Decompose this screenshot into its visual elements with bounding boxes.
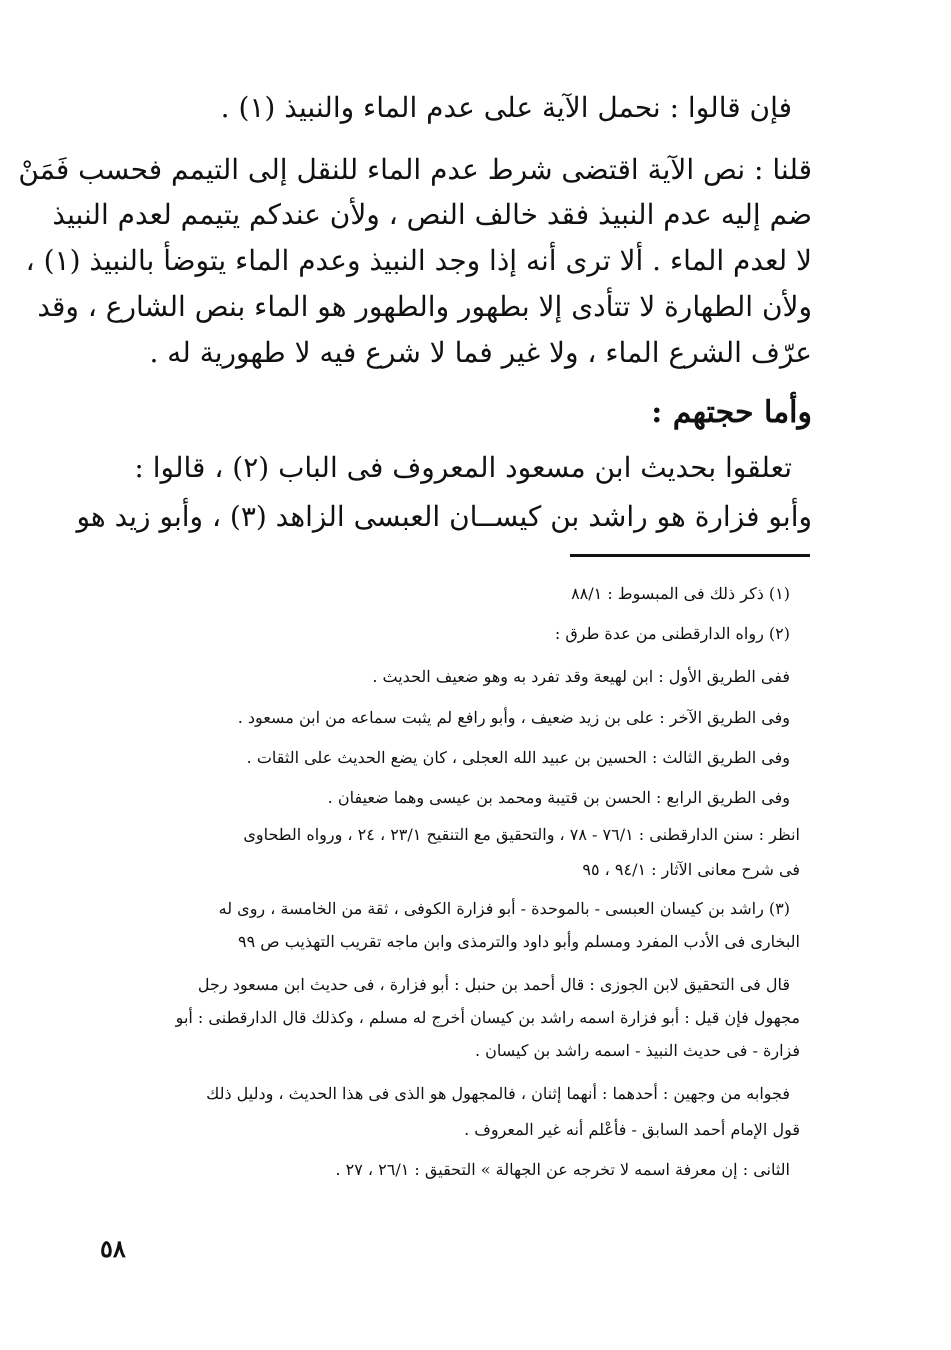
footnote-line: فى شرح معانى الآثار : ٩٤/١ ، ٩٥ xyxy=(582,860,800,879)
page-number: ٥٨ xyxy=(100,1234,126,1263)
body-line-1: فإن قالوا : نحمل الآية على عدم الماء والنبيذ (١) . xyxy=(220,91,792,124)
footnote-line: فزارة - فى حديث النبيذ - اسمه راشد بن كيسان . xyxy=(474,1041,800,1060)
section-heading: وأما حجتهم : xyxy=(651,395,812,430)
footnote-3: (٣) راشد بن كيسان العبسى - بالموحدة - أبو فزارة الكوفى ، ثقة من الخامسة ، روى له xyxy=(218,899,790,918)
body-line-4: لا لعدم الماء . ألا ترى أنه إذا وجد النبيذ وعدم الماء يتوضأ بالنبيذ (١) ، xyxy=(25,244,812,277)
footnote-line: ففى الطريق الأول : ابن لهيعة وقد تفرد به وهو ضعيف الحديث . xyxy=(372,667,790,686)
footnote-line: البخارى فى الأدب المفرد ومسلم وأبو داود والترمذى وابن ماجه تقريب التهذيب ص ٩٩ xyxy=(238,932,800,951)
body-line-7: تعلقوا بحديث ابن مسعود المعروف فى الباب (٢) ، قالوا : xyxy=(134,451,792,484)
body-line-5: ولأن الطهارة لا تتأدى إلا بطهور والطهور هو الماء بنص الشارع ، وقد xyxy=(37,290,812,323)
footnote-line: فجوابه من وجهين : أحدهما : أنهما إثنان ، فالمجهول هو الذى فى هذا الحديث ، ودليل ذلك xyxy=(206,1084,790,1103)
footnote-line: انظر : سنن الدارقطنى : ٧٦/١ - ٧٨ ، والتحقيق مع التنقيح ٢٣/١ ، ٢٤ ، ورواه الطحاوى xyxy=(243,825,800,844)
footnote-line: قول الإمام أحمد السابق - فأعْلم أنه غير المعروف . xyxy=(464,1120,800,1139)
footnote-line: وفى الطريق الرابع : الحسن بن قتيبة ومحمد بن عيسى وهما ضعيفان . xyxy=(327,788,790,807)
body-line-8: وأبو فزارة هو راشد بن كيســان العبسى الزاهد (٣) ، وأبو زيد هو xyxy=(76,500,812,533)
footnote-line: مجهول فإن قيل : أبو فزارة اسمه راشد بن كيسان أخرج له مسلم ، وكذلك قال الدارقطنى : أبو xyxy=(175,1008,800,1027)
body-line-2: قلنا : نص الآية اقتضى شرط عدم الماء للنقل إلى التيمم فحسب فَمَنْ xyxy=(18,153,812,186)
body-line-6: عرّف الشرع الماء ، ولا غير فما لا شرع فيه لا طهورية له . xyxy=(149,336,812,369)
body-line-3: ضم إليه عدم النبيذ فقد خالف النص ، ولأن عندكم يتيمم لعدم النبيذ xyxy=(52,198,812,231)
footnote-1: (١) ذكر ذلك فى المبسوط : ٨٨/١ xyxy=(571,584,790,603)
footnote-line: وفى الطريق الآخر : على بن زيد ضعيف ، وأبو رافع لم يثبت سماعه من ابن مسعود . xyxy=(237,708,790,727)
footnote-line: وفى الطريق الثالث : الحسين بن عبيد الله العجلى ، كان يضع الحديث على الثقات . xyxy=(246,748,790,767)
footnote-separator xyxy=(570,554,810,557)
footnote-2: (٢) رواه الدارقطنى من عدة طرق : xyxy=(554,624,790,643)
footnote-line: قال فى التحقيق لابن الجوزى : قال أحمد بن حنبل : أبو فزارة ، فى حديث ابن مسعود رجل xyxy=(197,975,790,994)
footnote-line: الثانى : إن معرفة اسمه لا تخرجه عن الجهالة » التحقيق : ٢٦/١ ، ٢٧ . xyxy=(335,1160,790,1179)
